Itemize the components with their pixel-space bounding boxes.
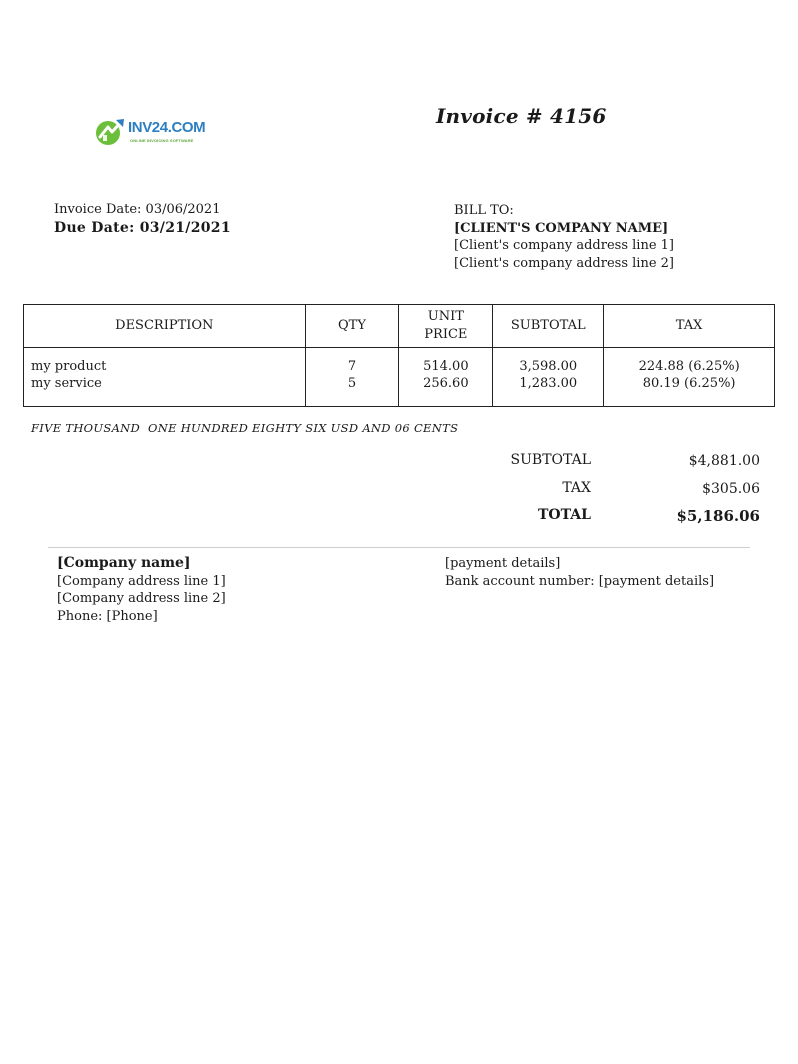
header-unit-price-line-2: PRICE [424,327,468,342]
summary-tax-label: TAX [562,480,591,496]
table-row [24,348,775,407]
due-date: Due Date: 03/21/2021 [54,220,231,236]
company-phone: Phone: [Phone] [57,608,158,624]
payment-info [445,555,714,591]
row-unit-price: 256.60 [423,376,469,391]
summary-total-label: TOTAL [538,507,591,523]
header-tax: TAX [604,305,775,348]
bill-to-block [454,202,674,272]
description-cell [24,348,306,407]
row-tax: 224.88 (6.25%) [638,359,740,374]
header-subtotal: SUBTOTAL [493,305,604,348]
company-info [57,555,226,625]
header-unit-price [399,305,493,348]
client-address-line-2: [Client's company address line 2] [454,255,674,271]
header-unit-price-line-1: UNIT [427,309,464,324]
header-qty: QTY [305,305,399,348]
tax-cell [604,348,775,407]
summary-tax-value: $305.06 [702,481,760,497]
row-qty: 7 [347,359,357,374]
subtotal-cell [493,348,604,407]
line-items-table [23,304,775,407]
logo-text: INV24.COM [128,119,206,136]
row-description: my service [31,376,102,391]
invoice-dates [54,201,231,237]
client-address-line-1: [Client's company address line 1] [454,238,674,253]
row-subtotal: 1,283.00 [519,376,578,391]
logo-arrow-icon [94,115,130,151]
summary-subtotal-value: $4,881.00 [688,453,760,469]
row-unit-price: 514.00 [423,359,469,374]
unit-price-cell [399,348,493,407]
table-header-row [24,305,775,348]
amount-in-words: FIVE THOUSAND ONE HUNDRED EIGHTY SIX USD AND 06 CENTS [31,421,459,435]
bill-to-label: BILL TO: [454,203,514,218]
payment-details: [payment details] [445,556,561,571]
row-subtotal: 3,598.00 [519,359,578,374]
invoice-title: Invoice # 4156 [436,104,607,128]
client-company-name: [CLIENT'S COMPANY NAME] [454,220,669,236]
summary-subtotal-label: SUBTOTAL [510,452,591,468]
invoice-date: Invoice Date: 03/06/2021 [54,202,221,217]
header-description: DESCRIPTION [24,305,306,348]
row-description: my product [31,359,107,374]
row-tax: 80.19 (6.25%) [642,376,736,391]
company-address-line-1: [Company address line 1] [57,573,226,589]
company-logo [94,115,206,151]
logo-tagline: ONLINE INVOICING SOFTWARE [130,138,194,143]
summary-total-value: $5,186.06 [676,507,760,525]
company-name: [Company name] [57,555,191,571]
row-qty: 5 [347,376,357,391]
company-address-line-2: [Company address line 2] [57,591,226,606]
qty-cell [305,348,399,407]
footer-divider [48,547,750,548]
bank-account-number: Bank account number: [payment details] [445,574,715,589]
